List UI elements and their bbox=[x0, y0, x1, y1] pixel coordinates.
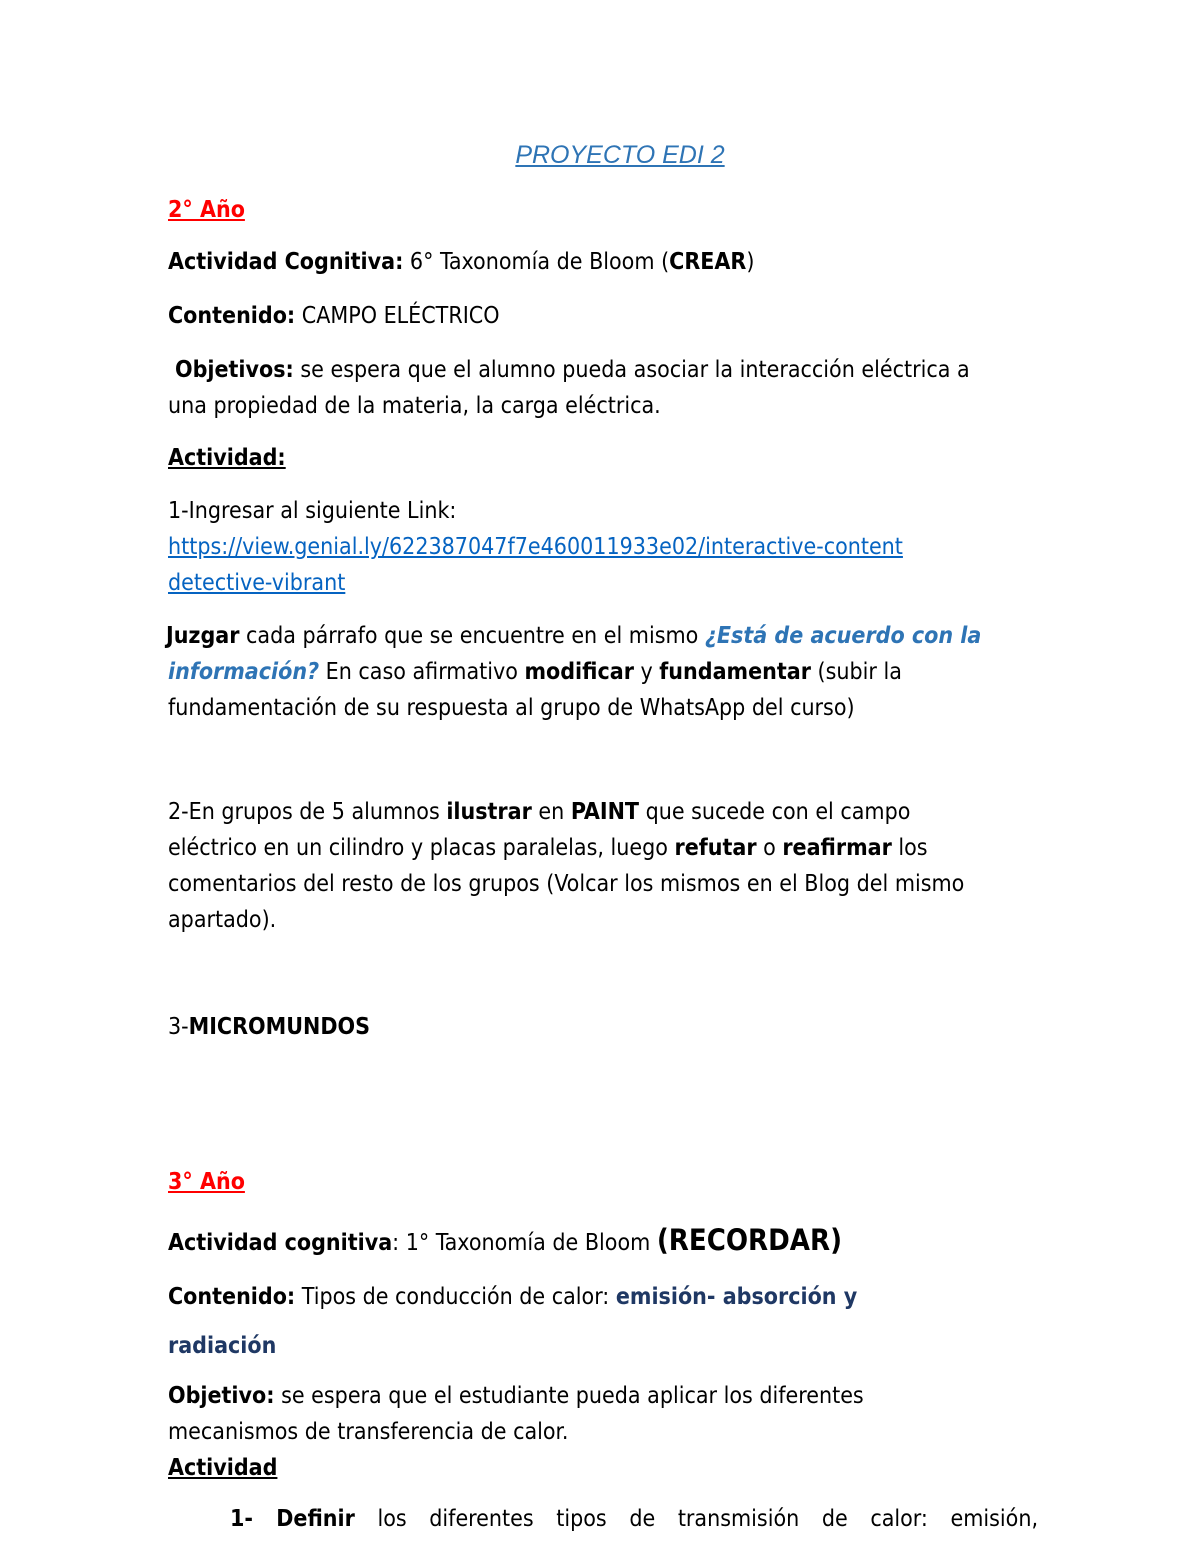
objetivo-3-line-1 bbox=[168, 1382, 864, 1410]
refutar-label: refutar bbox=[674, 835, 757, 861]
juzgar-line-1 bbox=[166, 622, 981, 650]
actividad-cognitiva-3-text: : 1° Taxonomía de Bloom bbox=[392, 1230, 657, 1256]
objetivo-3-line-2: mecanismos de transferencia de calor. bbox=[168, 1419, 569, 1445]
actividad-cognitiva-3-label: Actividad cognitiva bbox=[168, 1230, 393, 1256]
objetivos-line-1 bbox=[175, 356, 970, 384]
item-2-line-4: apartado). bbox=[168, 907, 277, 933]
item-1-number: 1- bbox=[230, 1506, 277, 1532]
contenido-3-highlight: emisión- absorción y bbox=[615, 1284, 858, 1310]
actividad-3-label: Actividad bbox=[168, 1455, 278, 1481]
item-1-line: 1-Ingresar al siguiente Link: bbox=[168, 498, 457, 524]
contenido-3-text: Tipos de conducción de calor: bbox=[295, 1284, 616, 1310]
juzgar-line-3: fundamentación de su respuesta al grupo de WhatsApp del curso) bbox=[168, 695, 855, 721]
genially-link-part-2[interactable]: detective-vibrant bbox=[168, 570, 346, 596]
juzgar-line-2 bbox=[168, 658, 902, 686]
year-heading-2 bbox=[168, 196, 245, 224]
item-3-line bbox=[168, 1013, 370, 1041]
actividad-cognitiva-text: 6° Taxonomía de Bloom ( bbox=[403, 249, 670, 275]
item-2-text-c: que sucede con el campo bbox=[639, 799, 911, 825]
objetivos-text-1: se espera que el alumno pueda asociar la interacción eléctrica a bbox=[293, 357, 970, 383]
item-2-text-d: eléctrico en un cilindro y placas paralelas, luego bbox=[168, 835, 675, 861]
reafirmar-label: reafirmar bbox=[782, 835, 892, 861]
micromundos-label: MICROMUNDOS bbox=[188, 1014, 371, 1040]
juzgar-question-2: información? bbox=[168, 659, 320, 685]
juzgar-text: cada párrafo que se encuentre en el mismo bbox=[239, 623, 705, 649]
item-2-text-e: o bbox=[756, 835, 783, 861]
contenido-text: CAMPO ELÉCTRICO bbox=[295, 303, 500, 329]
objetivo-3-label: Objetivo: bbox=[168, 1383, 275, 1409]
objetivos-line-2: una propiedad de la materia, la carga eléctrica. bbox=[168, 393, 661, 419]
item-2-text-f: los bbox=[891, 835, 928, 861]
item-2-text-a: 2-En grupos de 5 alumnos bbox=[168, 799, 447, 825]
contenido-3-label: Contenido: bbox=[168, 1284, 296, 1310]
item-2-line-3: comentarios del resto de los grupos (Volcar los mismos en el Blog del mismo bbox=[168, 871, 965, 897]
contenido-label: Contenido: bbox=[168, 303, 296, 329]
paint-label: PAINT bbox=[570, 799, 640, 825]
juzgar-label: Juzgar bbox=[166, 623, 240, 649]
genially-link-part-1[interactable]: https://view.genial.ly/622387047f7e460011933e02/interactive-content bbox=[168, 534, 903, 560]
actividad-3-heading bbox=[168, 1454, 277, 1482]
link-line-2[interactable] bbox=[168, 569, 345, 597]
link-line-1[interactable] bbox=[168, 533, 903, 561]
actividad-cognitiva-label: Actividad Cognitiva: bbox=[168, 249, 404, 275]
actividad-cognitiva-line bbox=[168, 248, 754, 276]
paren-close: ) bbox=[746, 249, 755, 275]
juzgar-end: (subir la bbox=[810, 659, 902, 685]
item-1-definir-line bbox=[230, 1505, 1038, 1533]
item-3-number: 3- bbox=[168, 1014, 189, 1040]
juzgar-mid: En caso afirmativo bbox=[319, 659, 525, 685]
ilustrar-label: ilustrar bbox=[446, 799, 532, 825]
fundamentar-label: fundamentar bbox=[659, 659, 811, 685]
recordar-label: (RECORDAR) bbox=[656, 1223, 842, 1257]
definir-text: los diferentes tipos de transmisión de calor: emisión, bbox=[354, 1506, 1039, 1532]
item-2-line-2 bbox=[168, 834, 928, 862]
page-title: PROYECTO EDI 2 bbox=[515, 141, 725, 169]
radiacion-label: radiación bbox=[168, 1333, 277, 1359]
year-heading-3 bbox=[168, 1168, 245, 1196]
modificar-label: modificar bbox=[524, 659, 634, 685]
crear-label: CREAR bbox=[669, 249, 747, 275]
conjunction-y: y bbox=[633, 659, 660, 685]
actividad-heading bbox=[168, 444, 286, 472]
item-2-line-1 bbox=[168, 798, 910, 826]
actividad-cognitiva-3-line bbox=[168, 1223, 842, 1257]
year-3-label: 3° Año bbox=[168, 1169, 245, 1195]
objetivos-label: Objetivos: bbox=[175, 357, 294, 383]
contenido-line bbox=[168, 302, 500, 330]
year-2-label: 2° Año bbox=[168, 197, 245, 223]
juzgar-question-1: ¿Está de acuerdo con la bbox=[704, 623, 982, 649]
actividad-label: Actividad: bbox=[168, 445, 286, 471]
item-2-text-b: en bbox=[531, 799, 571, 825]
objetivo-3-text: se espera que el estudiante pueda aplicar los diferentes bbox=[274, 1383, 864, 1409]
definir-label: Definir bbox=[276, 1506, 355, 1532]
contenido-3-line-2 bbox=[168, 1332, 276, 1360]
contenido-3-line bbox=[168, 1283, 857, 1311]
